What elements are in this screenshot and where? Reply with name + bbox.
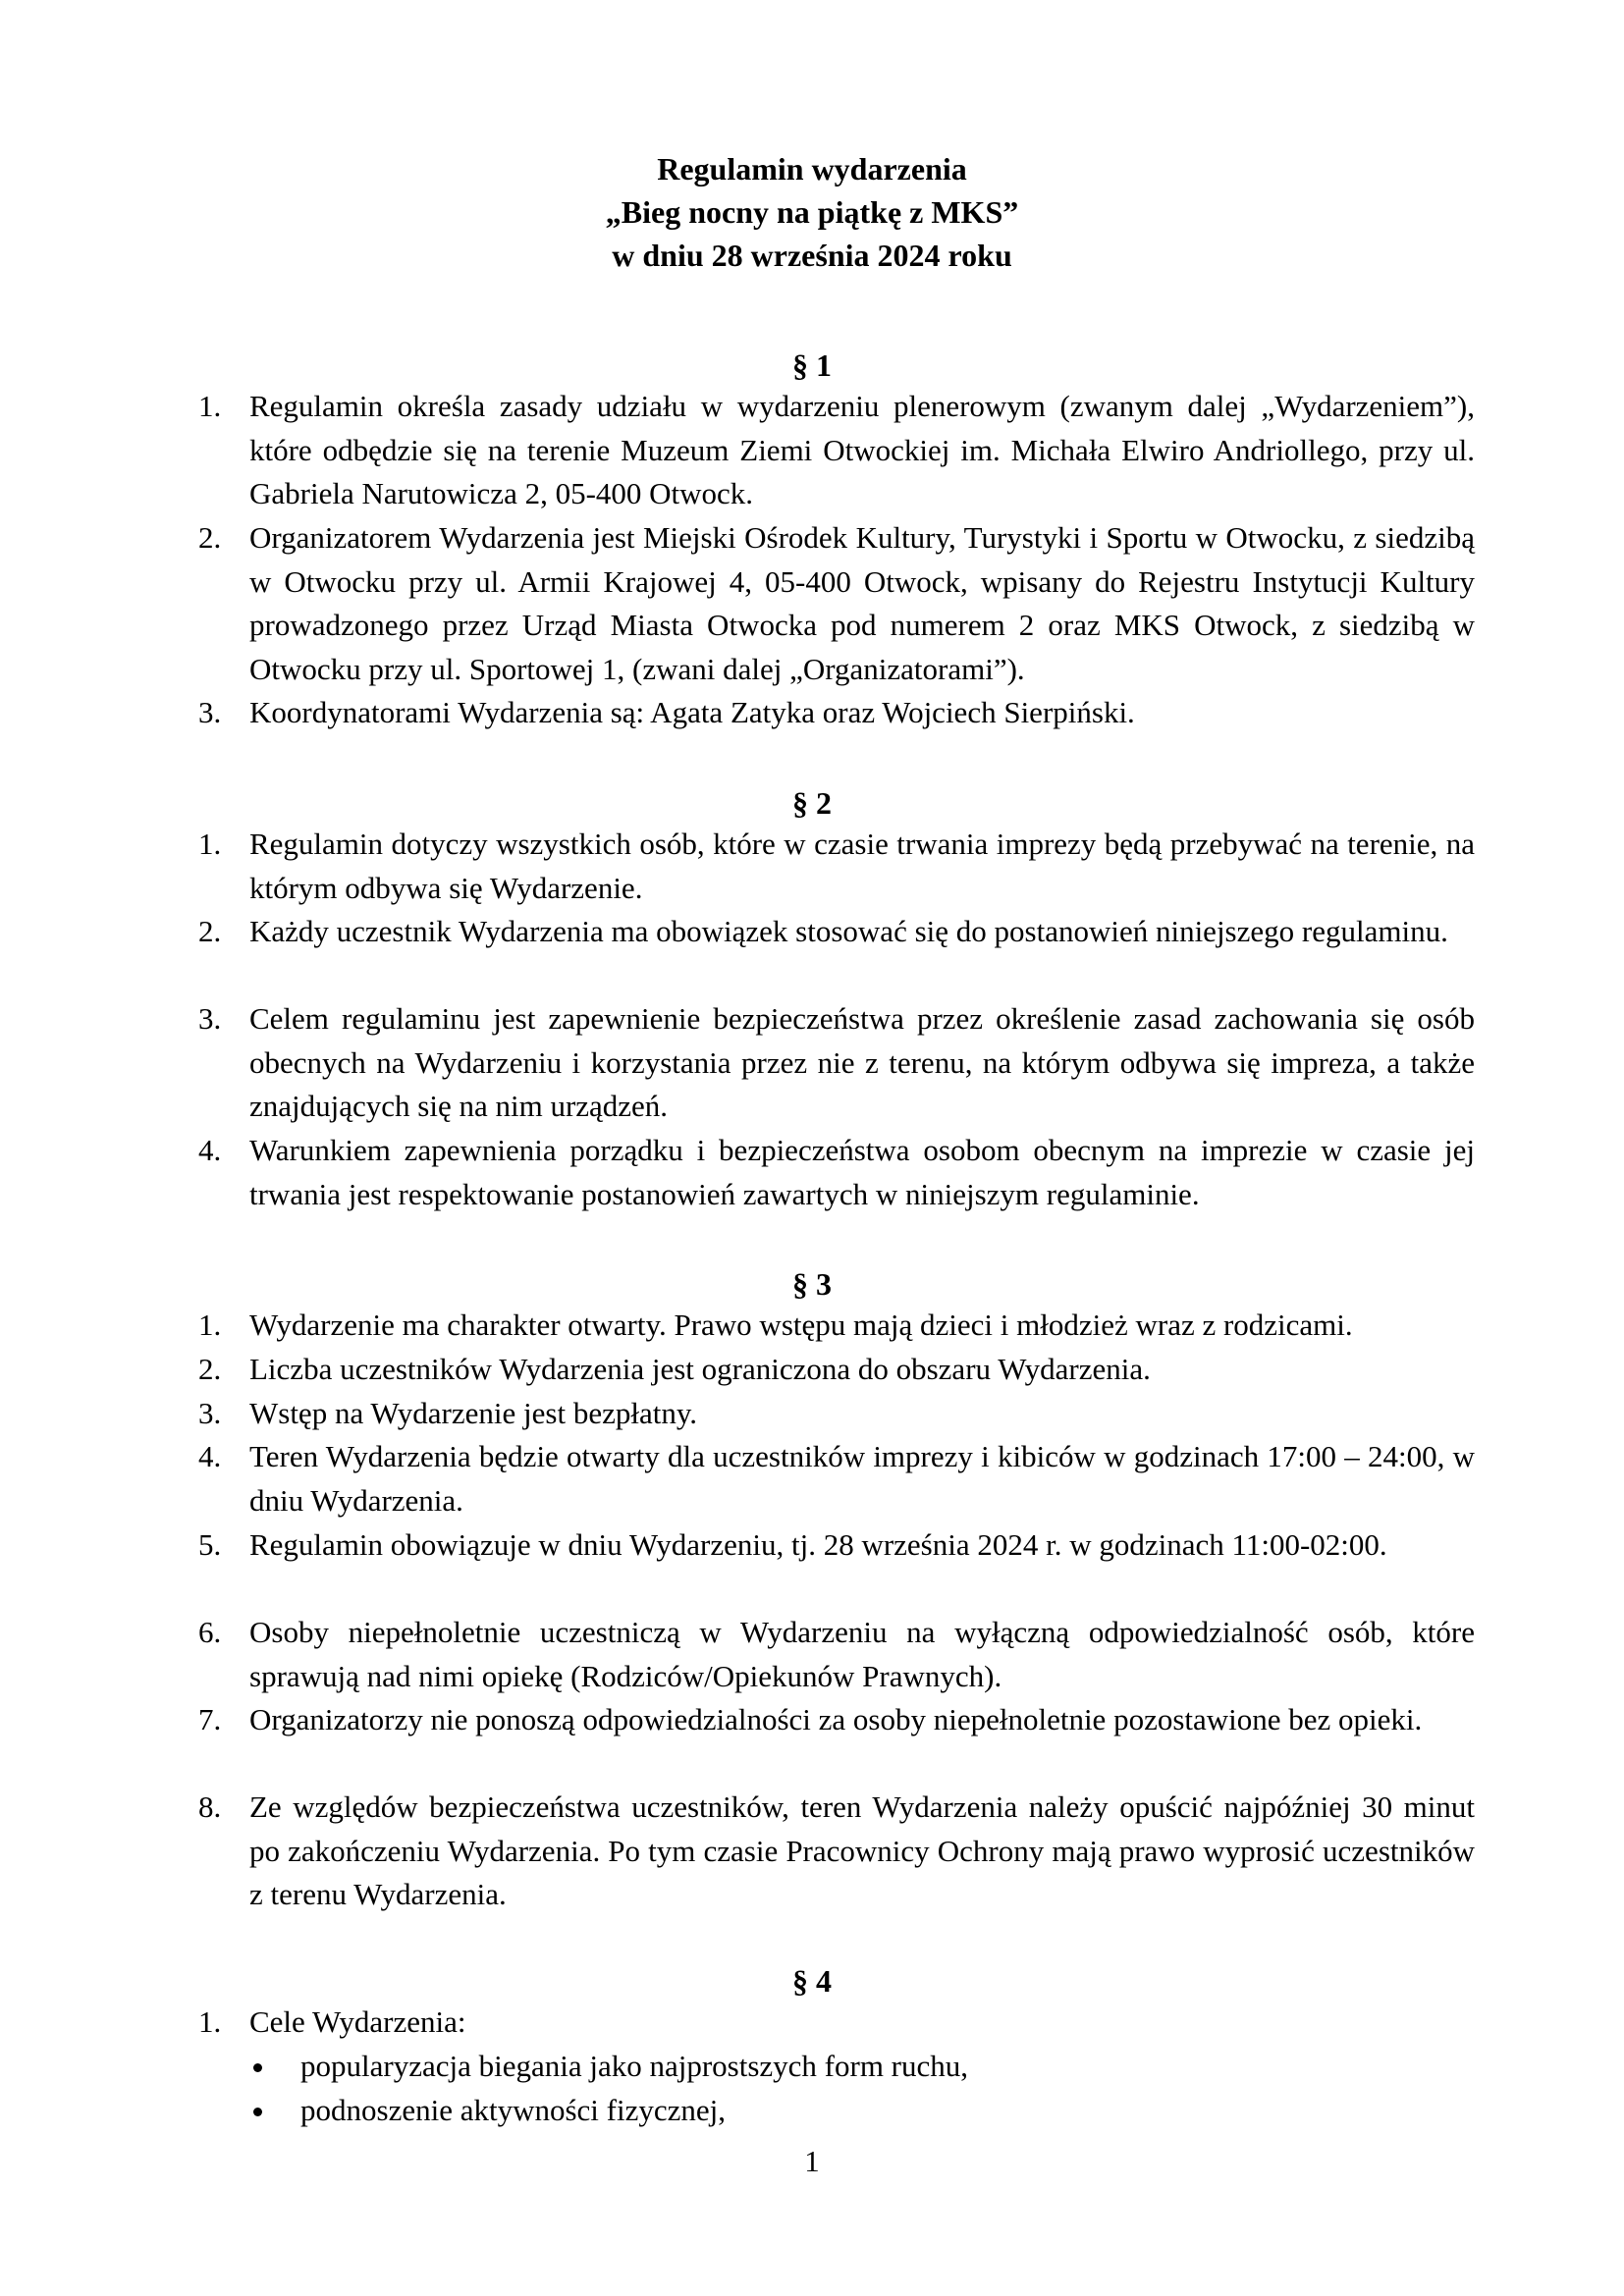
section-3-item-8 (198, 1786, 1475, 1917)
item-number: 3. (198, 1001, 222, 1036)
section-3-item-2 (198, 1348, 1475, 1392)
item-number: 3. (198, 1396, 222, 1430)
item-text: Warunkiem zapewnienia porządku i bezpieczeństwa osobom obecnym na imprezie w czasie jej trwania jest respektowanie postanowień zawartych w niniejszym regulaminie. (249, 1133, 1475, 1211)
title-line-2: „Bieg nocny na piątkę z MKS” (605, 194, 1019, 230)
section-1-item-1 (198, 385, 1475, 516)
section-4-bullet-2 (249, 2089, 1467, 2133)
item-text: Wydarzenie ma charakter otwarty. Prawo wstępu mają dzieci i młodzież wraz z rodzicami. (249, 1308, 1353, 1342)
section-2-item-3 (198, 997, 1475, 1129)
section-3-item-6 (198, 1611, 1475, 1698)
section-2-item-2 (198, 910, 1475, 954)
section-4-item-1 (198, 2001, 1475, 2045)
section-3-item-7 (198, 1698, 1475, 1742)
item-text: Wstęp na Wydarzenie jest bezpłatny. (249, 1396, 698, 1430)
section-2-item-1 (198, 823, 1475, 910)
item-number: 1. (198, 1308, 222, 1342)
section-3-item-1 (198, 1304, 1475, 1348)
item-number: 1. (198, 389, 222, 423)
section-2-item-4 (198, 1129, 1475, 1216)
section-1-heading: § 1 (792, 347, 832, 383)
item-text: Celem regulaminu jest zapewnienie bezpieczeństwa przez określenie zasad zachowania się osób obecnych na Wydarzeniu i korzystania przez nie z terenu, na którym odbywa się impreza, a także znajdujących się na nim urządzeń. (249, 1001, 1475, 1123)
item-text: Regulamin dotyczy wszystkich osób, które w czasie trwania imprezy będą przebywać na terenie, na którym odbywa się Wydarzenie. (249, 827, 1475, 905)
item-text: Każdy uczestnik Wydarzenia ma obowiązek stosować się do postanowień niniejszego regulaminu. (249, 914, 1448, 948)
item-number: 1. (198, 827, 222, 861)
bullet-icon (253, 2063, 262, 2072)
item-number: 1. (198, 2004, 222, 2039)
item-number: 2. (198, 520, 222, 555)
item-text: Osoby niepełnoletnie uczestniczą w Wydarzeniu na wyłączną odpowiedzialność osób, które sprawują nad nimi opiekę (Rodziców/Opiekunów Prawnych). (249, 1615, 1475, 1693)
bullet-icon (253, 2108, 262, 2116)
item-text: Regulamin obowiązuje w dniu Wydarzeniu, tj. 28 września 2024 r. w godzinach 11:00-02:00. (249, 1527, 1387, 1562)
item-number: 6. (198, 1615, 222, 1649)
title-line-1: Regulamin wydarzenia (657, 151, 967, 187)
item-text: Ze względów bezpieczeństwa uczestników, teren Wydarzenia należy opuścić najpóźniej 30 minut po zakończeniu Wydarzenia. Po tym czasie Pracownicy Ochrony mają prawo wyprosić uczestników z terenu Wydarzenia. (249, 1789, 1475, 1911)
item-number: 4. (198, 1439, 222, 1473)
item-number: 8. (198, 1789, 222, 1824)
section-3-item-4 (198, 1435, 1475, 1522)
section-3-heading: § 3 (792, 1266, 832, 1302)
section-3-item-5 (198, 1523, 1475, 1568)
item-text: Cele Wydarzenia: (249, 2004, 466, 2039)
item-text: Teren Wydarzenia będzie otwarty dla uczestników imprezy i kibiców w godzinach 17:00 – 24:00, w dniu Wydarzenia. (249, 1439, 1475, 1518)
item-text: Liczba uczestników Wydarzenia jest ograniczona do obszaru Wydarzenia. (249, 1352, 1151, 1386)
item-number: 7. (198, 1702, 222, 1736)
page-number: 1 (804, 2144, 820, 2178)
item-number: 2. (198, 914, 222, 948)
item-number: 4. (198, 1133, 222, 1167)
section-4-bullet-1 (249, 2045, 1467, 2089)
item-text: Organizatorem Wydarzenia jest Miejski Ośrodek Kultury, Turystyki i Sportu w Otwocku, z siedzibą w Otwocku przy ul. Armii Krajowej 4, 05-400 Otwock, wpisany do Rejestru Instytucji Kultury prowadzonego przez Urząd Miasta Otwocka pod numerem 2 oraz MKS Otwock, z siedzibą w Otwocku przy ul. Sportowej 1, (zwani dalej „Organizatorami”). (249, 520, 1475, 686)
item-text: Regulamin określa zasady udziału w wydarzeniu plenerowym (zwanym dalej „Wydarzeniem”), które odbędzie się na terenie Muzeum Ziemi Otwockiej im. Michała Elwiro Andriollego, przy ul. Gabriela Narutowicza 2, 05-400 Otwock. (249, 389, 1475, 510)
item-number: 3. (198, 695, 222, 729)
bullet-text: popularyzacja biegania jako najprostszych form ruchu, (300, 2049, 969, 2083)
section-2-heading: § 2 (792, 785, 832, 821)
item-number: 2. (198, 1352, 222, 1386)
item-text: Koordynatorami Wydarzenia są: Agata Zatyka oraz Wojciech Sierpiński. (249, 695, 1135, 729)
section-1-item-3 (198, 691, 1475, 735)
item-text: Organizatorzy nie ponoszą odpowiedzialności za osoby niepełnoletnie pozostawione bez opieki. (249, 1702, 1423, 1736)
item-number: 5. (198, 1527, 222, 1562)
bullet-text: podnoszenie aktywności fizycznej, (300, 2093, 726, 2127)
section-4-heading: § 4 (792, 1963, 832, 1999)
title-line-3: w dniu 28 września 2024 roku (612, 238, 1012, 273)
section-1-item-2 (198, 516, 1475, 691)
document-title (0, 147, 1624, 277)
section-3-item-3 (198, 1392, 1475, 1436)
